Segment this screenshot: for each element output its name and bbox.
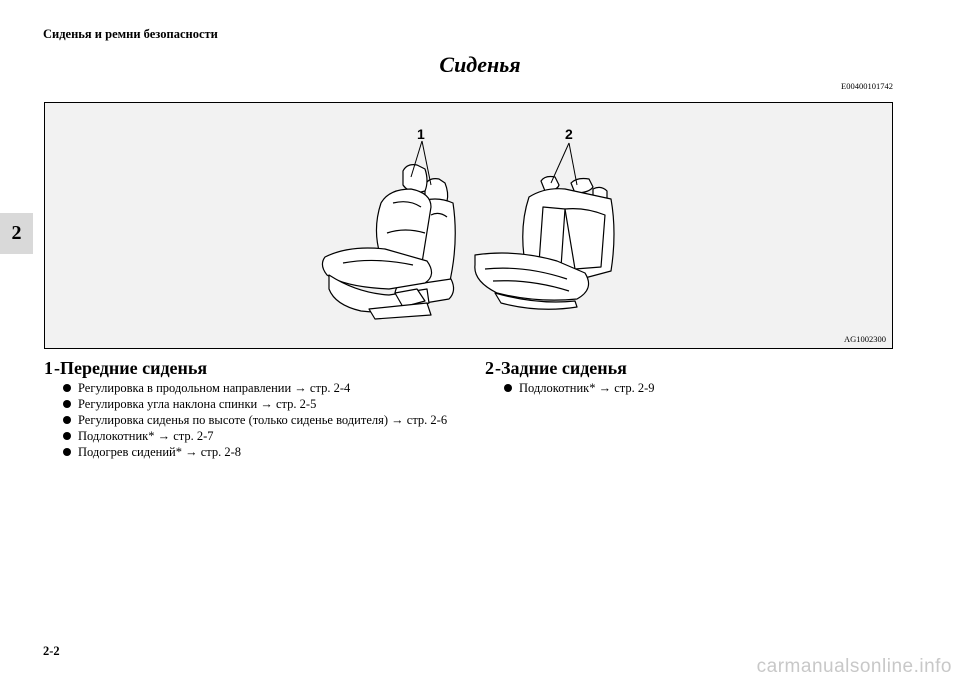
list-item: Подогрев сидений* → стр. 2-8: [62, 444, 454, 460]
item-dash: -: [54, 358, 60, 378]
list-item: Подлокотник* → стр. 2-7: [62, 428, 454, 444]
seats-drawing: [45, 103, 894, 350]
callout-2: 2: [565, 126, 573, 142]
item-heading: [485, 358, 885, 378]
rear-seats-drawing: [475, 177, 614, 310]
list-item: Регулировка угла наклона спинки → стр. 2-5: [62, 396, 454, 412]
item-rear-seats: [485, 358, 885, 396]
bullet-list: [44, 380, 454, 460]
page-number: 2-2: [43, 644, 60, 658]
seats-illustration: [44, 102, 893, 349]
bullet-list: [485, 380, 885, 396]
item-dash: -: [495, 358, 501, 378]
callout-1: 1: [417, 126, 425, 142]
list-item: Регулировка в продольном направлении → стр. 2-4: [62, 380, 454, 396]
section-code: E00400101742: [841, 81, 893, 91]
item-title: Задние сиденья: [501, 358, 627, 378]
item-number: 2: [485, 358, 495, 378]
chapter-number: 2: [11, 222, 22, 244]
item-front-seats: [44, 358, 454, 460]
watermark: carmanualsonline.info: [756, 656, 952, 677]
chapter-tab: [0, 213, 33, 254]
figure-code: AG1002300: [843, 334, 886, 344]
list-item: Подлокотник* → стр. 2-9: [503, 380, 885, 396]
front-seats-drawing: [322, 165, 455, 319]
section-title: Сиденья: [439, 52, 521, 77]
item-number: 1: [44, 358, 54, 378]
running-header: Сиденья и ремни безопасности: [43, 27, 218, 41]
item-heading: [44, 358, 454, 378]
item-title: Передние сиденья: [60, 358, 208, 378]
list-item: Регулировка сиденья по высоте (только сиденье водителя) → стр. 2-6: [62, 412, 454, 428]
